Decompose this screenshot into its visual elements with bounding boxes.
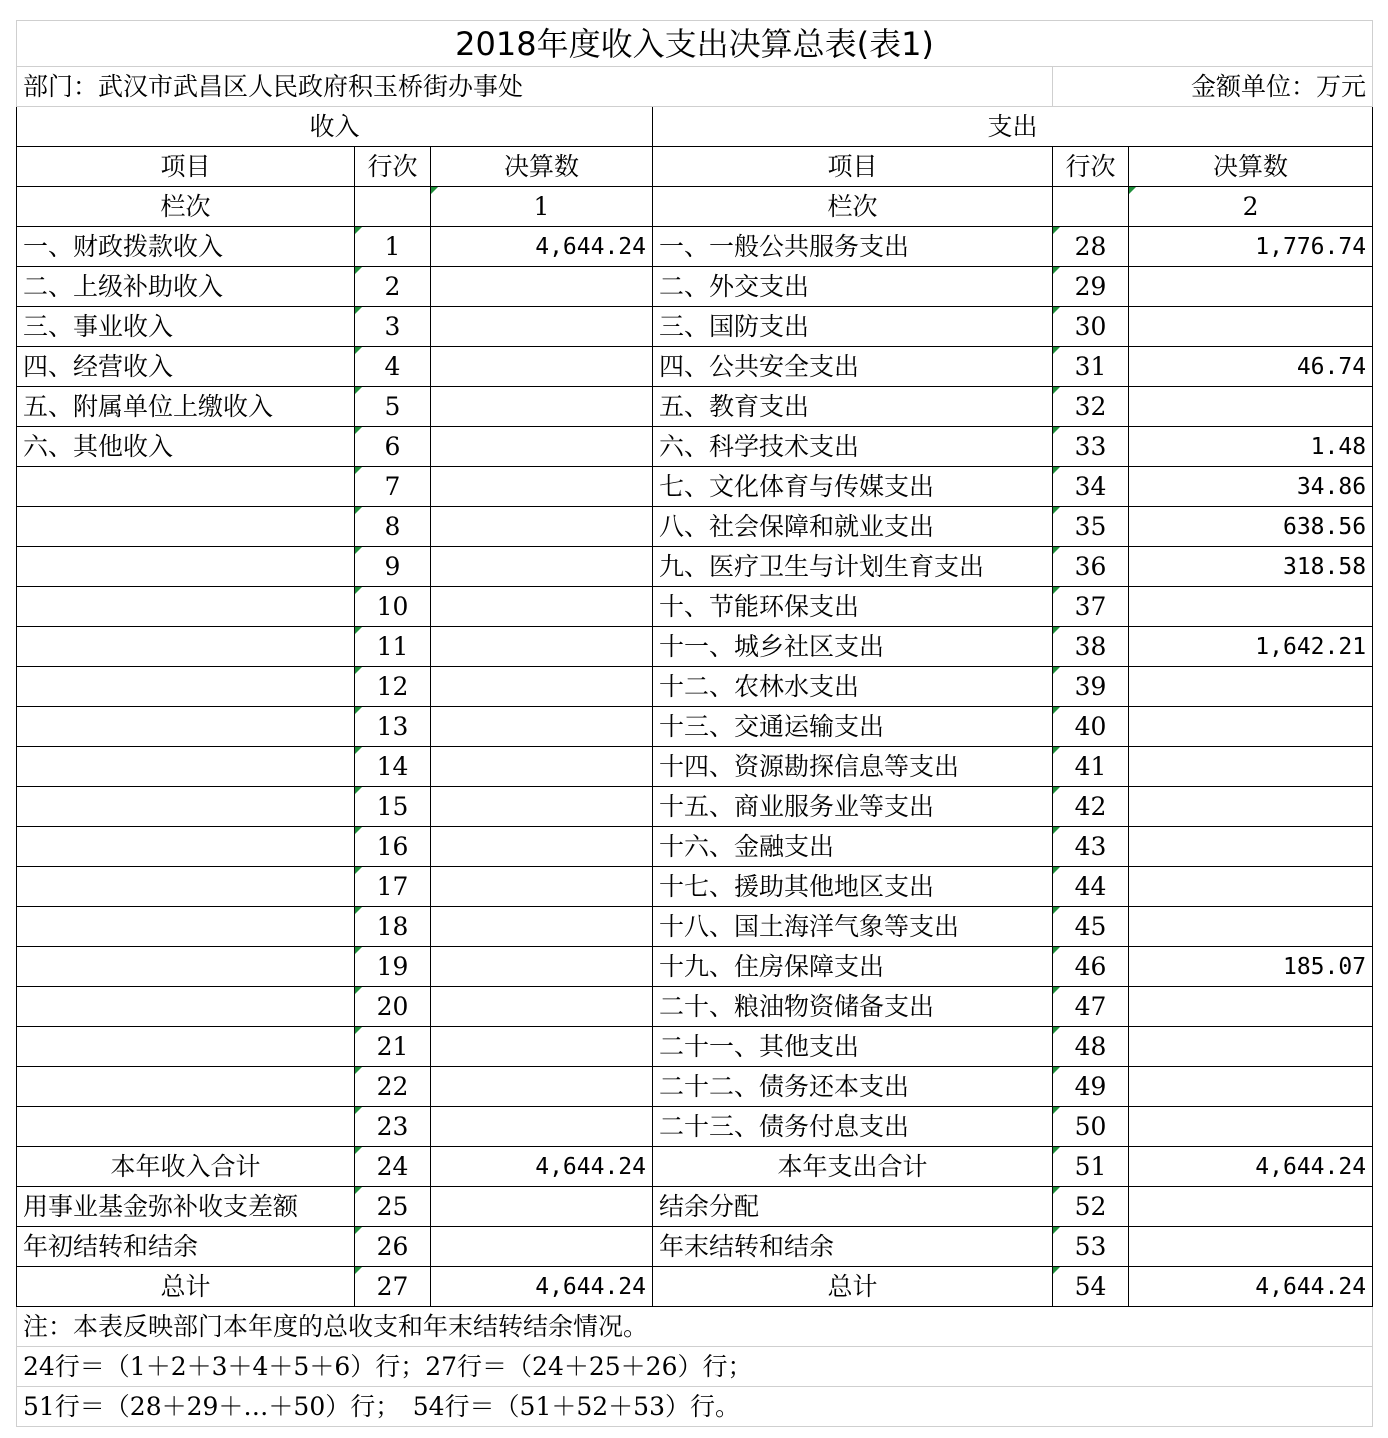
income-amount: 4,644.24	[431, 227, 653, 267]
page-title: 2018年度收入支出决算总表(表1)	[17, 21, 1373, 67]
income-amount	[431, 467, 653, 507]
income-column-blank	[355, 187, 431, 227]
table-row	[17, 747, 1373, 787]
expense-amount: 1.48	[1129, 427, 1373, 467]
table-row	[17, 1107, 1373, 1147]
table-row	[17, 667, 1373, 707]
income-amount	[431, 907, 653, 947]
expense-row-number: 41	[1053, 747, 1129, 787]
expense-column-blank	[1053, 187, 1129, 227]
summary-row	[17, 1187, 1373, 1227]
income-row-number: 3	[355, 307, 431, 347]
table-row	[17, 787, 1373, 827]
expense-amount	[1129, 1067, 1373, 1107]
income-item	[17, 707, 355, 747]
income-amount	[431, 267, 653, 307]
expense-amount	[1129, 747, 1373, 787]
meta-row	[17, 67, 1373, 107]
expense-column-number: 2	[1129, 187, 1373, 227]
expense-row-number: 46	[1053, 947, 1129, 987]
column-number-row	[17, 187, 1373, 227]
income-item-header: 项目	[17, 147, 355, 187]
table-row	[17, 907, 1373, 947]
expense-row-number: 40	[1053, 707, 1129, 747]
income-item	[17, 907, 355, 947]
expense-summary-row-number: 53	[1053, 1227, 1129, 1267]
expense-row-number: 47	[1053, 987, 1129, 1027]
report-sheet	[16, 20, 1372, 1427]
table-row	[17, 707, 1373, 747]
income-item: 六、其他收入	[17, 427, 355, 467]
expense-row-number: 33	[1053, 427, 1129, 467]
income-row-number: 9	[355, 547, 431, 587]
expense-summary-amount	[1129, 1227, 1373, 1267]
income-summary-row-number: 26	[355, 1227, 431, 1267]
expense-row-number: 48	[1053, 1027, 1129, 1067]
title-row	[17, 21, 1373, 67]
expense-item: 十五、商业服务业等支出	[653, 787, 1053, 827]
income-amount	[431, 707, 653, 747]
income-row-number: 6	[355, 427, 431, 467]
income-row-number: 10	[355, 587, 431, 627]
income-amount	[431, 427, 653, 467]
income-row-number: 19	[355, 947, 431, 987]
expense-item: 二十一、其他支出	[653, 1027, 1053, 1067]
income-item	[17, 867, 355, 907]
income-row-number: 1	[355, 227, 431, 267]
income-row-number: 23	[355, 1107, 431, 1147]
expense-amount	[1129, 787, 1373, 827]
table-row	[17, 347, 1373, 387]
expense-row-number: 32	[1053, 387, 1129, 427]
expense-item: 二十二、债务还本支出	[653, 1067, 1053, 1107]
income-summary-amount	[431, 1227, 653, 1267]
income-item	[17, 1107, 355, 1147]
expense-item: 十一、城乡社区支出	[653, 627, 1053, 667]
table-row	[17, 547, 1373, 587]
table-row	[17, 987, 1373, 1027]
expense-amount	[1129, 707, 1373, 747]
income-item: 四、经营收入	[17, 347, 355, 387]
income-item	[17, 827, 355, 867]
income-column-number: 1	[431, 187, 653, 227]
income-summary-amount	[431, 1187, 653, 1227]
expense-amount	[1129, 907, 1373, 947]
expense-amount: 185.07	[1129, 947, 1373, 987]
expense-item: 九、医疗卫生与计划生育支出	[653, 547, 1053, 587]
expense-item-header: 项目	[653, 147, 1053, 187]
income-item	[17, 667, 355, 707]
expense-amount: 318.58	[1129, 547, 1373, 587]
expense-amount	[1129, 1027, 1373, 1067]
income-amount	[431, 627, 653, 667]
table-row	[17, 947, 1373, 987]
table-row	[17, 507, 1373, 547]
expense-item: 二十、粮油物资储备支出	[653, 987, 1053, 1027]
income-summary-item: 用事业基金弥补收支差额	[17, 1187, 355, 1227]
note-text: 51行＝（28＋29＋…＋50）行； 54行＝（51＋52＋53）行。	[17, 1387, 1373, 1427]
expense-item: 八、社会保障和就业支出	[653, 507, 1053, 547]
expense-amount: 46.74	[1129, 347, 1373, 387]
expense-item: 七、文化体育与传媒支出	[653, 467, 1053, 507]
expense-item: 三、国防支出	[653, 307, 1053, 347]
income-amount	[431, 547, 653, 587]
income-row-number: 8	[355, 507, 431, 547]
income-amount	[431, 347, 653, 387]
expense-row-number: 36	[1053, 547, 1129, 587]
income-summary-item: 年初结转和结余	[17, 1227, 355, 1267]
expense-row-number: 44	[1053, 867, 1129, 907]
expense-summary-item: 总计	[653, 1267, 1053, 1307]
income-item	[17, 547, 355, 587]
income-summary-item: 总计	[17, 1267, 355, 1307]
expense-row-number: 30	[1053, 307, 1129, 347]
income-item	[17, 587, 355, 627]
expense-amount	[1129, 267, 1373, 307]
expense-row-number: 42	[1053, 787, 1129, 827]
table-row	[17, 227, 1373, 267]
expense-item: 二、外交支出	[653, 267, 1053, 307]
table-row	[17, 427, 1373, 467]
income-amount	[431, 1067, 653, 1107]
expense-row-number: 39	[1053, 667, 1129, 707]
income-amount	[431, 507, 653, 547]
income-row-number: 5	[355, 387, 431, 427]
expense-row-header: 行次	[1053, 147, 1129, 187]
income-item: 五、附属单位上缴收入	[17, 387, 355, 427]
expense-summary-amount	[1129, 1187, 1373, 1227]
table-row	[17, 1027, 1373, 1067]
expense-amount	[1129, 867, 1373, 907]
expense-amount	[1129, 307, 1373, 347]
expense-row-number: 45	[1053, 907, 1129, 947]
expense-column-label: 栏次	[653, 187, 1053, 227]
income-amount	[431, 387, 653, 427]
table-row	[17, 1067, 1373, 1107]
income-row-number: 18	[355, 907, 431, 947]
income-summary-row-number: 24	[355, 1147, 431, 1187]
income-row-number: 20	[355, 987, 431, 1027]
expense-row-number: 50	[1053, 1107, 1129, 1147]
income-item	[17, 507, 355, 547]
expense-row-number: 31	[1053, 347, 1129, 387]
income-summary-amount: 4,644.24	[431, 1147, 653, 1187]
income-item: 二、上级补助收入	[17, 267, 355, 307]
income-amount	[431, 307, 653, 347]
expense-item: 五、教育支出	[653, 387, 1053, 427]
expense-item: 四、公共安全支出	[653, 347, 1053, 387]
expense-summary-row-number: 54	[1053, 1267, 1129, 1307]
income-row-number: 12	[355, 667, 431, 707]
summary-row	[17, 1267, 1373, 1307]
income-amount	[431, 1027, 653, 1067]
table-row	[17, 307, 1373, 347]
expense-summary-amount: 4,644.24	[1129, 1267, 1373, 1307]
income-row-number: 22	[355, 1067, 431, 1107]
expense-item: 十二、农林水支出	[653, 667, 1053, 707]
income-row-number: 11	[355, 627, 431, 667]
income-item	[17, 1067, 355, 1107]
expense-item: 十八、国土海洋气象等支出	[653, 907, 1053, 947]
income-row-number: 21	[355, 1027, 431, 1067]
expense-item: 六、科学技术支出	[653, 427, 1053, 467]
income-amount-header: 决算数	[431, 147, 653, 187]
income-item: 三、事业收入	[17, 307, 355, 347]
income-item	[17, 1027, 355, 1067]
note-text: 24行＝（1＋2＋3＋4＋5＋6）行；27行＝（24＋25＋26）行；	[17, 1347, 1373, 1387]
expense-row-number: 43	[1053, 827, 1129, 867]
department-label: 部门：武汉市武昌区人民政府积玉桥街办事处	[17, 67, 1053, 107]
income-row-number: 4	[355, 347, 431, 387]
income-row-number: 17	[355, 867, 431, 907]
expense-item: 一、一般公共服务支出	[653, 227, 1053, 267]
expense-item: 十、节能环保支出	[653, 587, 1053, 627]
expense-item: 十七、援助其他地区支出	[653, 867, 1053, 907]
expense-row-number: 37	[1053, 587, 1129, 627]
table-row	[17, 387, 1373, 427]
income-row-number: 15	[355, 787, 431, 827]
expense-item: 十六、金融支出	[653, 827, 1053, 867]
note-text: 注：本表反映部门本年度的总收支和年末结转结余情况。	[17, 1307, 1373, 1347]
income-row-number: 13	[355, 707, 431, 747]
expense-row-number: 38	[1053, 627, 1129, 667]
table-row	[17, 867, 1373, 907]
expense-amount: 1,642.21	[1129, 627, 1373, 667]
expense-summary-amount: 4,644.24	[1129, 1147, 1373, 1187]
income-summary-row-number: 27	[355, 1267, 431, 1307]
expense-item: 十九、住房保障支出	[653, 947, 1053, 987]
expense-row-number: 35	[1053, 507, 1129, 547]
expense-row-number: 28	[1053, 227, 1129, 267]
income-column-label: 栏次	[17, 187, 355, 227]
expense-amount: 1,776.74	[1129, 227, 1373, 267]
expense-amount	[1129, 827, 1373, 867]
expense-summary-row-number: 51	[1053, 1147, 1129, 1187]
income-header: 收入	[17, 107, 653, 147]
income-amount	[431, 747, 653, 787]
expense-amount	[1129, 987, 1373, 1027]
note-row	[17, 1387, 1373, 1427]
expense-amount	[1129, 387, 1373, 427]
note-row	[17, 1347, 1373, 1387]
income-summary-item: 本年收入合计	[17, 1147, 355, 1187]
income-amount	[431, 667, 653, 707]
expense-summary-row-number: 52	[1053, 1187, 1129, 1227]
expense-amount	[1129, 587, 1373, 627]
expense-header: 支出	[653, 107, 1373, 147]
expense-amount	[1129, 667, 1373, 707]
expense-amount: 638.56	[1129, 507, 1373, 547]
summary-row	[17, 1147, 1373, 1187]
income-summary-amount: 4,644.24	[431, 1267, 653, 1307]
expense-amount-header: 决算数	[1129, 147, 1373, 187]
column-header-row	[17, 147, 1373, 187]
expense-amount	[1129, 1107, 1373, 1147]
income-amount	[431, 947, 653, 987]
table-row	[17, 587, 1373, 627]
expense-summary-item: 本年支出合计	[653, 1147, 1053, 1187]
expense-amount: 34.86	[1129, 467, 1373, 507]
income-item	[17, 467, 355, 507]
summary-row	[17, 1227, 1373, 1267]
income-item	[17, 787, 355, 827]
income-item: 一、财政拨款收入	[17, 227, 355, 267]
expense-item: 十四、资源勘探信息等支出	[653, 747, 1053, 787]
expense-summary-item: 结余分配	[653, 1187, 1053, 1227]
section-header-row	[17, 107, 1373, 147]
income-item	[17, 947, 355, 987]
income-amount	[431, 987, 653, 1027]
income-item	[17, 987, 355, 1027]
income-summary-row-number: 25	[355, 1187, 431, 1227]
expense-row-number: 49	[1053, 1067, 1129, 1107]
income-row-number: 7	[355, 467, 431, 507]
table-row	[17, 827, 1373, 867]
income-row-number: 14	[355, 747, 431, 787]
table-row	[17, 627, 1373, 667]
expense-row-number: 34	[1053, 467, 1129, 507]
income-row-number: 16	[355, 827, 431, 867]
expense-item: 二十三、债务付息支出	[653, 1107, 1053, 1147]
expense-summary-item: 年末结转和结余	[653, 1227, 1053, 1267]
income-item	[17, 627, 355, 667]
income-amount	[431, 587, 653, 627]
expense-item: 十三、交通运输支出	[653, 707, 1053, 747]
income-amount	[431, 827, 653, 867]
income-item	[17, 747, 355, 787]
table-row	[17, 267, 1373, 307]
table-row	[17, 467, 1373, 507]
expense-row-number: 29	[1053, 267, 1129, 307]
unit-label: 金额单位：万元	[1053, 67, 1373, 107]
summary-table	[16, 20, 1373, 1427]
income-amount	[431, 787, 653, 827]
income-amount	[431, 1107, 653, 1147]
income-row-header: 行次	[355, 147, 431, 187]
note-row	[17, 1307, 1373, 1347]
income-amount	[431, 867, 653, 907]
income-row-number: 2	[355, 267, 431, 307]
